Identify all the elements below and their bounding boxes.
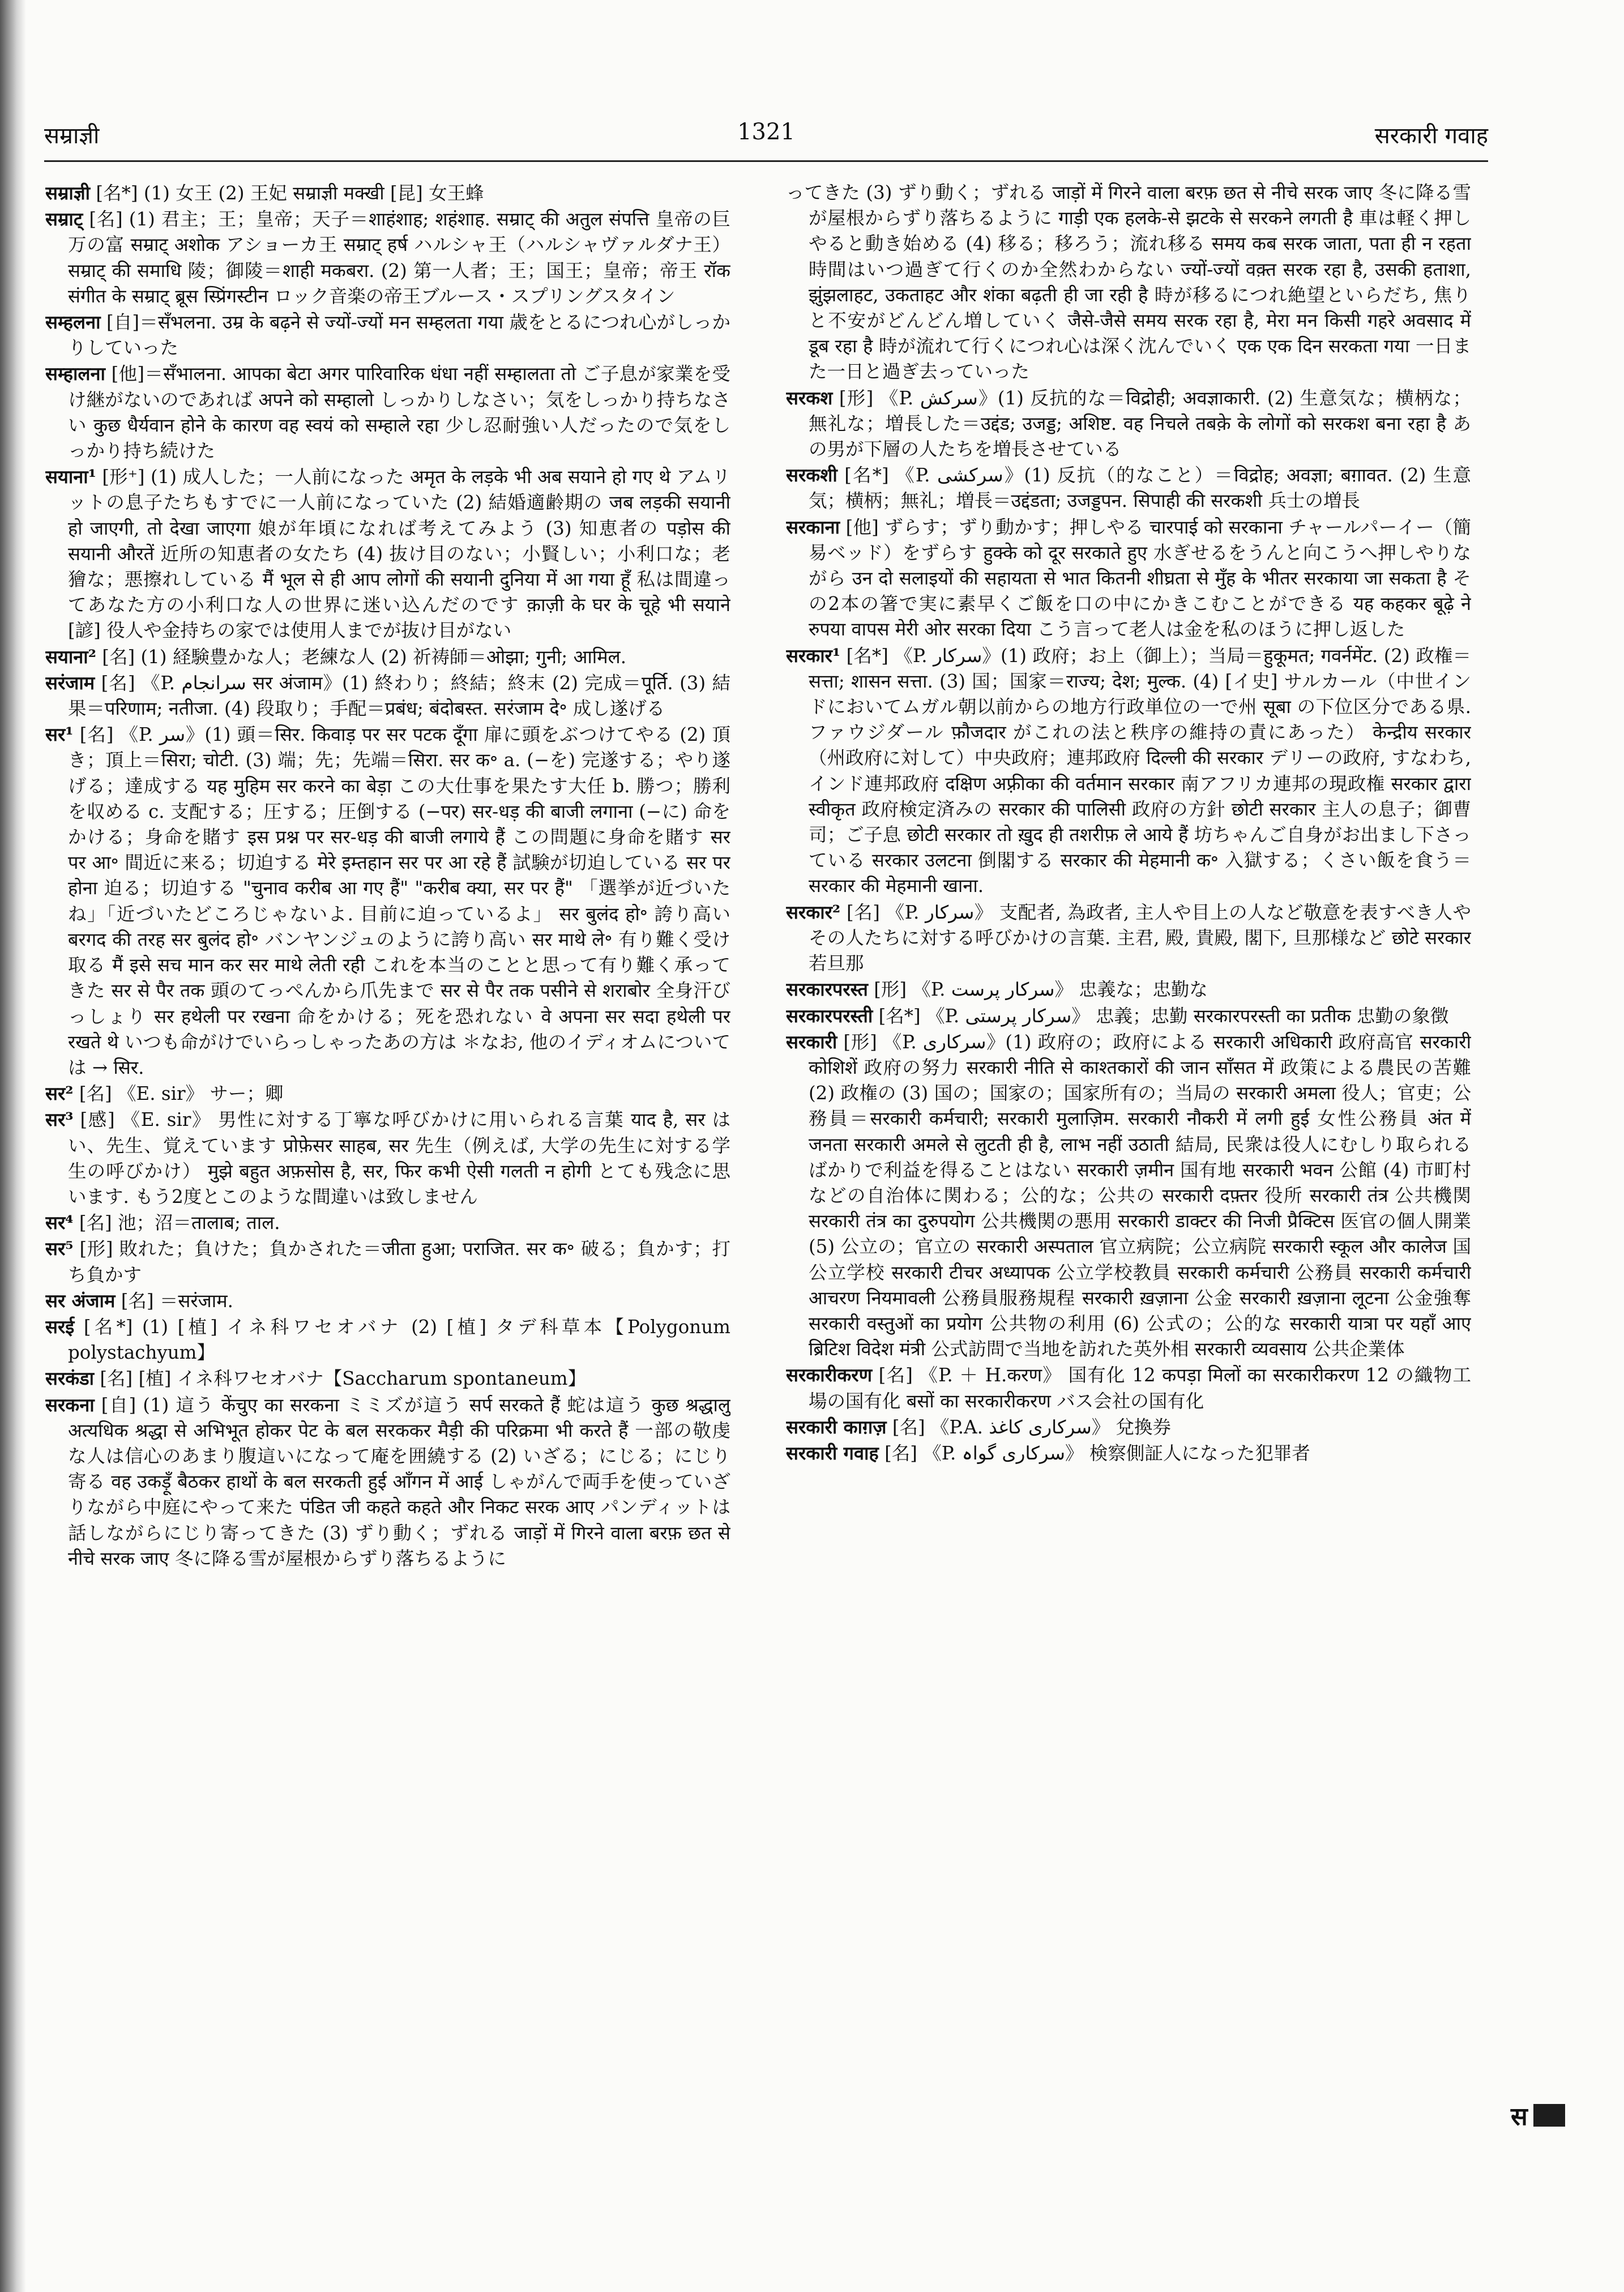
- section-letter: स: [1511, 2102, 1528, 2131]
- entry-definition: [名*] 《P. سرکار》(1) 政府；お上（御上）；当局＝हुकूमत; गवर्नमेंट. (2) 政権＝सत्ता; शासन सत्ता. (3) 国；国家＝राज्य; देश; मुल्क. (4) [イ史] サルカール（中世インドにおいてムガル朝以前からの地方行政単位の一で州 सूबा の下位区分である県. ファウジダール फ़ौजदार がこれの法と秩序の維持の責にあった） केन्द्रीय सरकार（州政府に対して）中央政府；連邦政府 दिल्ली की सरकार デリーの政府, すなわち, インド連邦政府 दक्षिण अफ़्रीका की वर्तमान सरकार 南アフリカ連邦の現政権 सरकार द्वारा स्वीकृत 政府検定済みの सरकार की पालिसी 政府の方針 छोटी सरकार 主人の息子；御曹司；ご子息 छोटी सरकार तो ख़ुद ही तशरीफ़ ले आये हैं 坊ちゃんご自身がお出まし下さっている सरकार उलटना 倒閣する सरकार की मेहमानी क॰ 入獄する；くさい飯を食う＝सरकार की मेहमानी खाना.: [809, 645, 1471, 897]
- dictionary-entry: [45, 644, 730, 670]
- entry-definition: [名] [植] イネ科ワセオバナ【Saccharum spontaneum】: [100, 1368, 587, 1390]
- entry-definition: [自]＝सँभलना. उम्र के बढ़ने से ज्यों-ज्यों मन सम्हलता गया 歳をとるにつれ心がしっかりしていった: [68, 311, 730, 359]
- dictionary-entry: [45, 309, 730, 361]
- entry-definition: [形] 《P. سرکش》(1) 反抗的な＝विद्रोही; अवज्ञाकारी. (2) 生意気な；横柄な；無礼な；増長した＝उद्दंड; उजड्ड; अशिष्ट. वह निचले तबक़े के लोगों को सरकश बना रहा है あの男が下層の人たちを増長させている: [809, 387, 1471, 460]
- entry-headword: सर अंजाम: [45, 1289, 116, 1312]
- dictionary-entry: [45, 206, 730, 309]
- dictionary-entry: [45, 1392, 730, 1572]
- entry-definition: [名] (1) 君主；王；皇帝；天子＝शाहंशाह; शहंशाह. सम्राट् की अतुल संपत्ति 皇帝の巨万の富 सम्राट् अशोक アショーカ王 सम्राट् हर्ष ハルシャ王（ハルシャヴァルダナ王） सम्राट् की समाधि 陵；御陵＝शाही मकबरा. (2) 第一人者；王；国王；皇帝；帝王 रॉक संगीत के सम्राट् ब्रूस स्प्रिंगस्टीन ロック音楽の帝王ブルース・スプリングスタイン: [68, 208, 730, 307]
- entry-headword: सरकश: [786, 386, 833, 409]
- dictionary-entry: [45, 722, 730, 1081]
- entry-definition: [他] ずらす；ずり動かす；押しやる चारपाई को सरकाना チャールパーイー（簡易ベッド）をずらす हुक्के को दूर सरकाते हुए 水ぎせるをうんと向こうへ押しやりながら उन दो सलाइयों की सहायता से भात कितनी शीघ्रता से मुँह के भीतर सरकाया जा सकता है その2本の箸で実に素早くご飯を口の中にかきこむことができる यह कहकर बूढ़े ने रुपया वापस मेरी ओर सरका दिया こう言って老人は金を私のほうに押し返した: [809, 516, 1471, 641]
- entry-definition: [形] 《P. سرکار پرست》 忠義な；忠勤な: [874, 979, 1208, 1001]
- entry-definition: [形] 《P. سرکاری》(1) 政府の；政府による सरकारी अधिकारी 政府高官 सरकारी कोशिशें 政府の努力 सरकारी नीति से काश्तकारों की जान साँसत में 政策による農民の苦難 (2) 政権の (3) 国の；国家の；国家所有の；当局の सरकारी अमला 役人；官吏；公務員＝सरकारी कर्मचारी; सरकारी मुलाज़िम. सरकारी नौकरी में लगी हुई 女性公務員 अंत में जनता सरकारी अमले से लुटती ही है, लाभ नहीं उठाती 結局, 民衆は役人にむしり取られるばかりで利益を得ることはない सरकारी ज़मीन 国有地 सरकारी भवन 公館 (4) 市町村などの自治体に関わる；公的な；公共の सरकारी दफ़्तर 役所 सरकारी तंत्र 公共機関 सरकारी तंत्र का दुरुपयोग 公共機関の悪用 सरकारी डाक्टर की निजी प्रैक्टिस 医官の個人開業 (5) 公立の；官立の सरकारी अस्पताल 官立病院；公立病院 सरकारी स्कूल और कालेज 国公立学校 सरकारी टीचर अध्यापक 公立学校教員 सरकारी कर्मचारी 公務員 सरकारी कर्मचारी आचरण नियमावली 公務員服務規程 सरकारी ख़ज़ाना 公金 सरकारी ख़ज़ाना लूटना 公金強奪 सरकारी वस्तुओं का प्रयोग 公共物の利用 (6) 公式の；公的な सरकारी यात्रा पर यहाँ आए ब्रिटिश विदेश मंत्री 公式訪問で当地を訪れた英外相 सरकारी व्यवसाय 公共企業体: [809, 1031, 1471, 1360]
- section-thumb-index: [1511, 2098, 1565, 2132]
- dictionary-entry: [786, 385, 1471, 463]
- entry-headword: सयाना¹: [45, 466, 96, 488]
- thumb-tab: [1533, 2104, 1565, 2127]
- dictionary-entry: [786, 1029, 1471, 1363]
- dictionary-entry: [45, 1314, 730, 1365]
- entry-definition: [名*] 《P. سرکشی》(1) 反抗（的なこと）＝विद्रोह; अवज्ञा; बग़ावत. (2) 生意気；横柄；無礼；増長＝उद्दंडता; उजड्डपन. सिपाही की सरकशी 兵士の増長: [809, 464, 1471, 512]
- header-rule: [44, 160, 1488, 162]
- entry-definition: [形⁺] (1) 成人した；一人前になった अमृत के लड़के भी अब सयाने हो गए थे アムリットの息子たちもすでに一人前になっていた (2) 結婚適齢期の जब लड़की सयानी हो जाएगी, तो देखा जाएगा 娘が年頃になれば考えてみよう (3) 知恵者の पड़ोस की सयानी औरतें 近所の知恵者の女たち (4) 抜け目のない；小賢しい；小利口な；老獪な；悪擦れしている मैं भूल से ही आप लोगों की सयानी दुनिया में आ गया हूँ 私は間違ってあなた方の小利口な人の世界に迷い込んだのです क़ाज़ी के घर के चूहे भी सयाने [諺] 役人や金持ちの家では使用人までが抜け目がない: [68, 466, 730, 642]
- dictionary-entry: [786, 514, 1471, 643]
- entry-headword: सरकंडा: [45, 1367, 95, 1390]
- dictionary-entry: [45, 1081, 730, 1107]
- left-column: [45, 180, 730, 2242]
- entry-definition: ってきた (3) ずり動く；ずれる जाड़ों में गिरने वाला बरफ़ छत से नीचे सरक जाए 冬に降る雪が屋根からずり落ちるように गाड़ी एक हलके-से झटके से सरकने लगती है 車は軽く押しやると動き始める (4) 移る；移ろう；流れ移る समय कब सरक जाता, पता ही न रहता 時間はいつ過ぎて行くのか全然わからない ज्यों-ज्यों वक़्त सरक रहा है, उसकी हताशा, झुंझलाहट, उकताहट और शंका बढ़ती ही जा रही है 時が移るにつれ絶望といらだち, 焦りと不安がどんどん増していく जैसे-जैसे समय सरक रहा है, मेरा मन किसी गहरे अवसाद में डूब रहा है 時が流れて行くにつれ心は深く沈んでいく एक एक दिन सरकता गया 一日また一日と過ぎ去っていった: [786, 182, 1471, 383]
- entry-definition: [他]＝सँभालना. आपका बेटा अगर पारिवारिक धंधा नहीं सम्हालता तो ご子息が家業を受け継がないのであれば अपने को सम्हालो しっかりしなさい；気をしっかり持ちなさい कुछ धैर्यवान होने के कारण वह स्वयं को सम्हाले रहा 少し忍耐強い人だったので気をしっかり持ち続けた: [68, 363, 730, 462]
- entry-headword: सरकारपरस्ती: [786, 1004, 873, 1027]
- page-binding-shadow: [0, 0, 26, 2292]
- entry-headword: सर³: [45, 1108, 74, 1131]
- dictionary-entry: [786, 180, 1471, 385]
- dictionary-entry: [786, 643, 1471, 899]
- entry-definition: [名] 池；沼＝तालाब; ताल.: [79, 1212, 280, 1234]
- dictionary-entry: [786, 899, 1471, 977]
- entry-definition: [名*] 《P. سرکار پرستی》 忠義；忠勤 सरकारपरस्ती का प्रतीक 忠勤の象徴: [878, 1005, 1449, 1027]
- dictionary-entry: [786, 1003, 1471, 1029]
- entry-headword: सरकारी: [786, 1030, 837, 1053]
- page-header: [44, 119, 1488, 159]
- dictionary-entry: [45, 1107, 730, 1210]
- dictionary-entry: [45, 1236, 730, 1287]
- dictionary-entry: [45, 1210, 730, 1236]
- entry-headword: सरकार²: [786, 900, 841, 923]
- entry-headword: सरकना: [45, 1393, 95, 1416]
- entry-headword: सर¹: [45, 723, 74, 746]
- entry-headword: सरकार¹: [786, 644, 841, 667]
- dictionary-entry: [786, 976, 1471, 1002]
- entry-headword: सरंजाम: [45, 671, 95, 694]
- entry-headword: सरकारपरस्त: [786, 978, 868, 1001]
- dictionary-entry: [45, 1288, 730, 1314]
- right-column: [786, 180, 1471, 2242]
- dictionary-entry: [45, 361, 730, 464]
- entry-headword: सम्राज्ञी: [45, 182, 91, 204]
- entry-headword: सरई: [45, 1315, 75, 1338]
- entry-headword: सरकशी: [786, 464, 837, 486]
- entry-headword: सयाना²: [45, 645, 96, 668]
- entry-headword: सम्राट्: [45, 208, 83, 231]
- entry-definition: [名] 《P.A. سرکاری کاغذ》 兌換券: [892, 1416, 1172, 1438]
- entry-headword: सम्हलना: [45, 311, 101, 334]
- entry-headword: सरकारीकरण: [786, 1364, 873, 1386]
- entry-headword: सरकारी काग़ज़: [786, 1415, 887, 1438]
- dictionary-entry: [45, 464, 730, 643]
- dictionary-entry: [45, 670, 730, 722]
- entry-definition: [名*] (1) 女王 (2) 王妃 सम्राज्ञी मक्खी [昆] 女王蜂: [96, 182, 484, 204]
- entry-definition: [名] ＝सरंजाम.: [121, 1290, 233, 1312]
- dictionary-entry: [786, 462, 1471, 514]
- entry-headword: सरकारी गवाह: [786, 1441, 879, 1464]
- page-number: 1321: [737, 119, 795, 145]
- entry-definition: [名] 《P. سرانجام सर अंजाम》(1) 終わり；終結；終末 (2) 完成＝पूर्ति. (3) 結果＝परिणाम; नतीजा. (4) 段取り；手配＝प्रबंध; बंदोबस्त. सरंजाम दे॰ 成し遂げる: [68, 672, 730, 720]
- entry-definition: [名] 《P. سر》(1) 頭＝सिर. किवाड़ पर सर पटक दूँगा 扉に頭をぶつけてやる (2) 頂き；頂上＝सिरा; चोटी. (3) 端；先；先端＝सिरा. सर क॰ a. (−を) 完遂する；やり遂げる；達成する यह मुहिम सर करने का बेड़ा この大仕事を果たす大任 b. 勝つ；勝利を収める c. 支配する；圧する；圧倒する (−पर) सर-धड़ की बाजी लगाना (−に) 命をかける；身命を賭す इस प्रश्न पर सर-धड़ की बाजी लगाये हैं この問題に身命を賭す सर पर आ॰ 間近に来る；切迫する मेरे इम्तहान सर पर आ रहे हैं 試験が切迫している सर पर होना 迫る；切迫する "चुनाव करीब आ गए हैं" "करीब क्या, सर पर हैं" 「選挙が近づいたね」「近づいたどころじゃないよ. 目前に迫っているよ」 सर बुलंद हो॰ 誇り高い बरगद की तरह सर बुलंद हो॰ バンヤンジュのように誇り高い सर माथे ले॰ 有り難く受け取る मैं इसे सच मान कर सर माथे लेती रही これを本当のことと思って有り難く承ってきた सर से पैर तक 頭のてっぺんから爪先まで सर से पैर तक पसीने से शराबोर 全身汗びっしょり सर हथेली पर रखना 命をかける；死を恐れない वे अपना सर सदा हथेली पर रखते थे いつも命がけでいらっしゃったあの方は ＊なお, 他のイディオムについては → सिर.: [68, 724, 730, 1078]
- entry-definition: [名] 《P. ＋ H.करण》 国有化 12 कपड़ा मिलों का सरकारीकरण 12 の織物工場の国有化 बसों का सरकारीकरण バス会社の国有化: [809, 1364, 1471, 1412]
- dictionary-entry: [786, 1414, 1471, 1440]
- entry-definition: [名] 《P. سرکار》 支配者, 為政者, 主人や目上の人など敬意を表すべき人やその人たちに対する呼びかけの言葉. 主君, 殿, 貴殿, 閣下, 旦那様など छोटे सरकार 若旦那: [809, 901, 1471, 975]
- entry-headword: सर⁵: [45, 1237, 74, 1260]
- header-first-headword: सम्राज्ञी: [44, 123, 100, 149]
- entry-headword: सरकाना: [786, 515, 840, 538]
- dictionary-entry: [45, 1365, 730, 1392]
- entry-headword: सर²: [45, 1082, 74, 1105]
- entry-definition: [形] 敗れた；負けた；負かされた＝जीता हुआ; पराजित. सर क॰ 破る；負かす；打ち負かす: [68, 1238, 730, 1286]
- entry-definition: [名*] (1) [植] イネ科ワセオバナ (2) [植] タデ科草本【Polygonum polystachyum】: [68, 1316, 730, 1364]
- entry-definition: [名] 《E. sir》 サー；卿: [79, 1083, 284, 1105]
- entry-definition: [名] 《P. سرکاری گواہ》 検察側証人になった犯罪者: [884, 1442, 1310, 1464]
- entry-definition: [名] (1) 経験豊かな人；老練な人 (2) 祈祷師＝ओझा; गुनी; आमिल.: [102, 646, 627, 668]
- entry-headword: सम्हालना: [45, 362, 105, 385]
- header-last-headword: सरकारी गवाह: [1374, 123, 1488, 149]
- entry-headword: सर⁴: [45, 1211, 74, 1234]
- entry-definition: [自] (1) 這う केंचुए का सरकना ミミズが這う सर्प सरकते हैं 蛇は這う कुछ श्रद्धालु अत्यधिक श्रद्धा से अभिभूत होकर पेट के बल सरककर मैड़ी की परिक्रमा भी करते हैं 一部の敬虔な人は信心のあまり腹這いになって庵を囲繞する (2) いざる；にじる；にじり寄る वह उकड़ूँ बैठकर हाथों के बल सरकती हुई आँगन में आई しゃがんで両手を使っていざりながら中庭にやって来た पंडित जी कहते कहते और निकट सरक आए パンディットは話しながらにじり寄ってきた (3) ずり動く；ずれる जाड़ों में गिरने वाला बरफ़ छत से नीचे सरक जाए 冬に降る雪が屋根からずり落ちるように: [68, 1394, 730, 1569]
- dictionary-entry: [45, 180, 730, 206]
- dictionary-entry: [786, 1440, 1471, 1466]
- dictionary-entry: [786, 1362, 1471, 1414]
- entry-definition: [感] 《E. sir》 男性に対する丁寧な呼びかけに用いられる言葉 याद है, सर はい、先生、覚えています प्रोफ़ेसर साहब, सर 先生（例えば, 大学の先生に対する学生の呼びかけ） मुझे बहुत अफ़सोस है, सर, फिर कभी ऐसी गलती न होगी とても残念に思います. もう2度とこのような間違いは致しません: [68, 1109, 730, 1207]
